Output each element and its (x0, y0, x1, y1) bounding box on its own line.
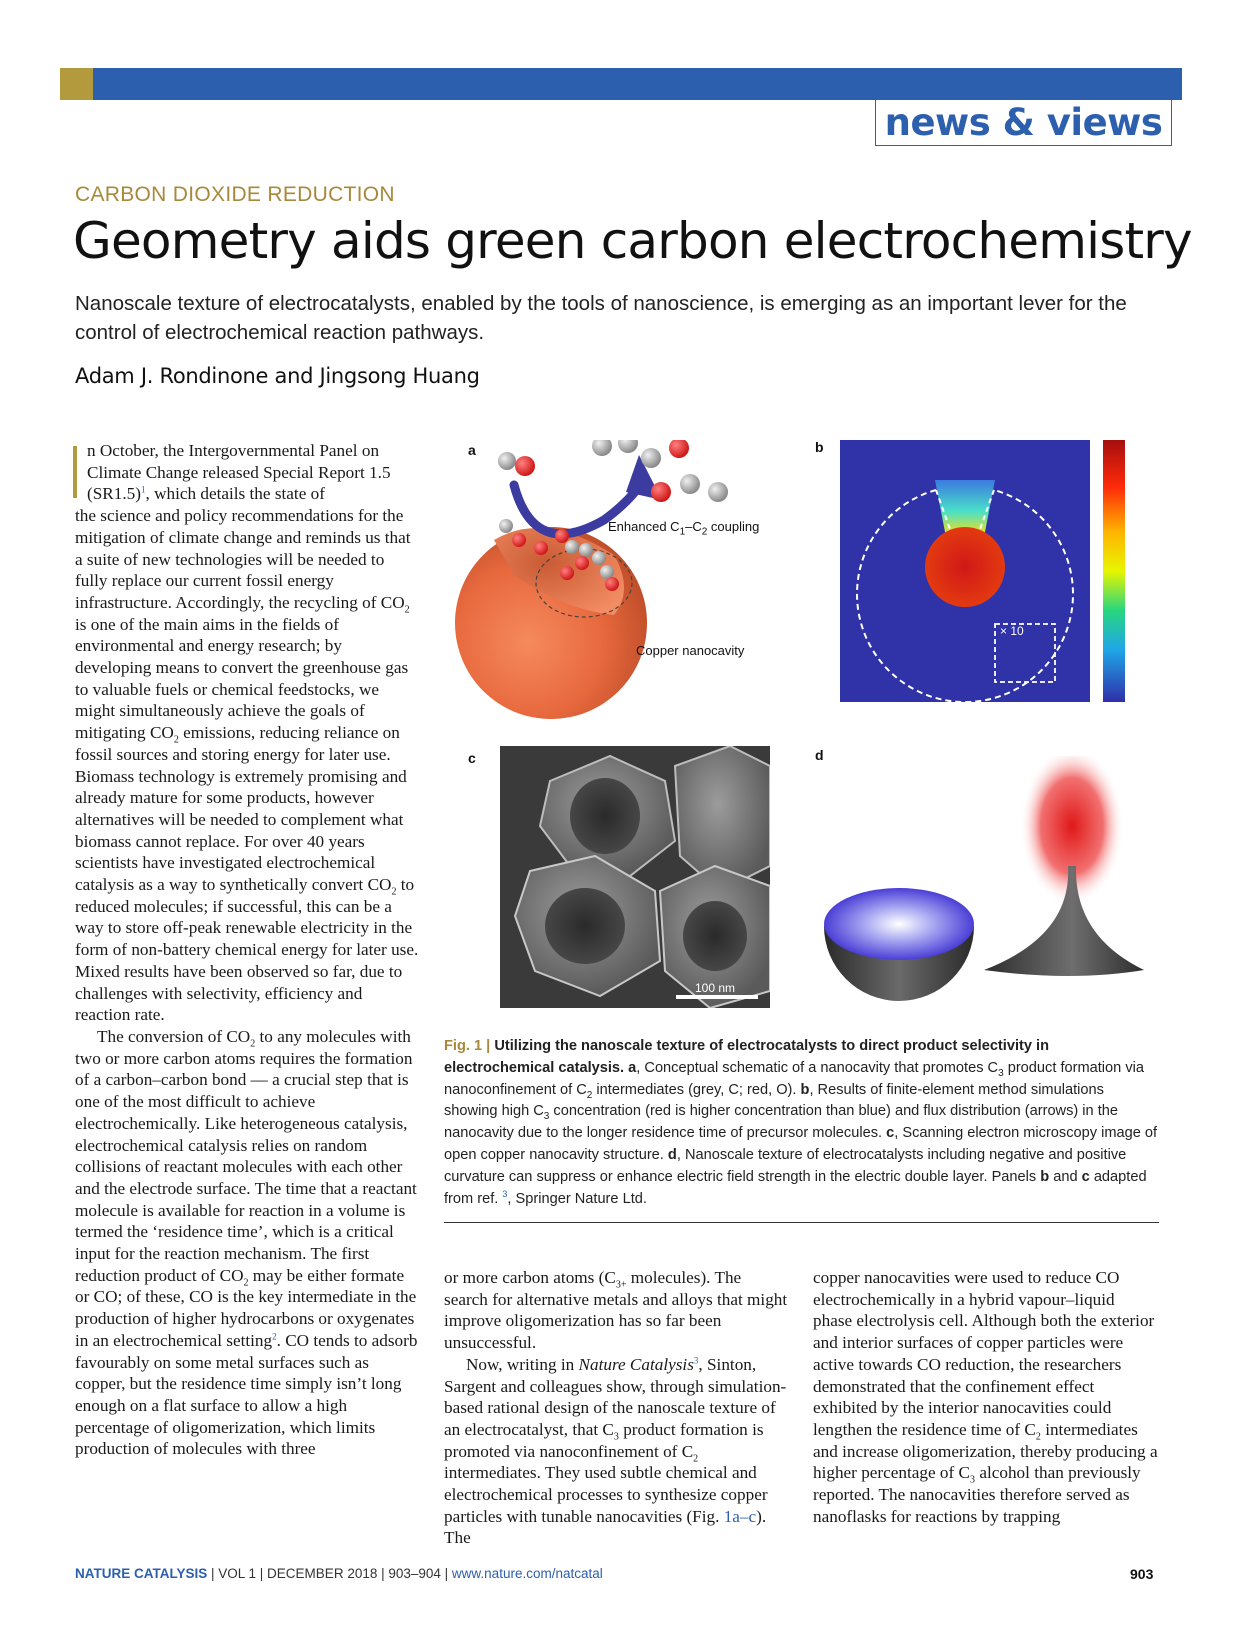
figure-caption: Fig. 1 | Utilizing the nanoscale texture of electrocatalysts to direct product selectivity in electrochemical catalysis. a, Conceptual schematic of a nanocavity that promotes $C_3$ product formation via nanoconfinement of $C_2$ intermediates (grey, C; red, O). b, Results of finite-element method simulations showing high $C_3$ concentration (red is higher concentration than blue) and flux distribution (arrows) in the nanocavity due to the longer residence time of precursor molecules. c, Scanning electron microscopy image of open copper nanocavity structure. d, Nanoscale texture of electrocatalysts including negative and positive curvature can suppress or enhance electric field strength in the electric double layer. Panels b and c adapted from ref. $^3$, Springer Nature Ltd. (444, 1038, 1158, 1207)
journal-url-link[interactable]: www.nature.com/natcatal (451, 1566, 603, 1581)
panel-b-simulation (840, 440, 1140, 702)
article-title: Geometry aids green carbon electrochemistry (73, 212, 1192, 270)
panel-label-d: d (815, 747, 824, 763)
body-column-2: or more carbon atoms ($C_{3+}$ molecules). The search for alternative metals and alloys that might improve oligomerization has so far been unsuccessful. Now, writing in Nature Catalysis$^3$, Sinton, Sargent and colleagues show, through simulation-based rational design of the nanoscale texture of an electrocatalyst, that $C_3$ product formation is promoted via nanoconfinement of $C_2$ intermediates. They used subtle chemical and electrochemical processes to synthesize copper particles with tunable nanocavities (Fig. 1a–c). The (444, 1268, 788, 1548)
panel-label-a: a (468, 442, 476, 458)
panel-label-b: b (815, 439, 824, 455)
page-number: 903 (1130, 1566, 1154, 1582)
figure-1 (444, 440, 1159, 1018)
panel-c-sem-image (500, 746, 770, 1008)
news-views-badge: news & views (875, 100, 1172, 146)
caption-rule (444, 1222, 1159, 1223)
page-footer: NATURE CATALYSIS | VOL 1 | DECEMBER 2018 | 903–904 | www.nature.com/natcatal (75, 1566, 603, 1581)
scale-bar-label: 100 nm (695, 981, 736, 995)
panel-a-schematic (454, 440, 804, 740)
authors: Adam J. Rondinone and Jingsong Huang (75, 364, 480, 388)
label-enhanced-coupling: Enhanced $C_1-C_2$ coupling (608, 519, 760, 538)
inset-magnification-label: × 10 (1000, 624, 1024, 638)
panel-label-c: c (468, 750, 476, 766)
body-column-1: n October, the Intergovernmental Panel on Climate Change released Special Report 1.5 $(SR1.5)^1$, which details the state of the science and policy recommendations for the mitigation of climate change and reminds us that a suite of new technologies will be needed to fully replace our current fossil energy infrastructure. Accordingly, the recycling of $CO_2$ is one of the main aims in the fields of environmental and energy research; by developing means to convert the greenhouse gas to valuable fuels or chemical feedstocks, we might simultaneously achieve the goals of mitigating $CO_2$ emissions, reducing reliance on fossil sources and storing energy for later use. Biomass technology is extremely promising and already mature for some products, however alternatives will be needed to complement what biomass cannot replace. For over 40 years scientists have investigated electrochemical catalysis as a way to synthetically convert $CO_2$ to reduced molecules; if successful, this can be a way to store off-peak renewable electricity in the form of non-battery chemical energy for later use. Mixed results have been observed so far, due to challenges with selectivity, efficiency and reaction rate. The conversion of $CO_2$ to any molecules with two or more carbon atoms requires the formation of a carbon–carbon bond — a crucial step that is one of the most difficult to achieve electrochemically. Like heterogeneous catalysis, electrochemical catalysis relies on random collisions of reactant molecules with each other and the electrode surface. The time that a reactant molecule is available for reaction in a volume is termed the ‘residence time’, which is a critical input for the reaction mechanism. The first reduction product of $CO_2$ may be either formate or CO; of these, CO is the key intermediate in the production of higher hydrocarbons or oxygenates in an electrochemical setting$^2$. CO tends to adsorb favourably on some metal surfaces such as copper, but the residence time simply isn’t long enough on a flat surface to allow a high percentage of oligomerization, which limits production of molecules with three (75, 441, 419, 1459)
header-accent (60, 68, 93, 100)
body-column-3: copper nanocavities were used to reduce CO electrochemically in a hybrid vapour–liquid phase electrolysis cell. Although both the exterior and interior surfaces of copper particles were active towards CO reduction, the researchers demonstrated that the confinement effect exhibited by the interior nanocavities could lengthen the residence time of $C_2$ intermediates and increase oligomerization, thereby producing a higher percentage of $C_3$ alcohol than previously reported. The nanocavities therefore served as nanoflasks for reactions by trapping (813, 1268, 1158, 1526)
standfirst: Nanoscale texture of electrocatalysts, enabled by the tools of nanoscience, is emerging as an important lever for the control of electrochemical reaction pathways. (75, 292, 1127, 344)
label-copper-nanocavity: Copper nanocavity (636, 643, 745, 658)
panel-d-curvature (824, 756, 1144, 1006)
section-label: CARBON DIOXIDE REDUCTION (75, 183, 395, 206)
header-bar (60, 68, 1182, 100)
